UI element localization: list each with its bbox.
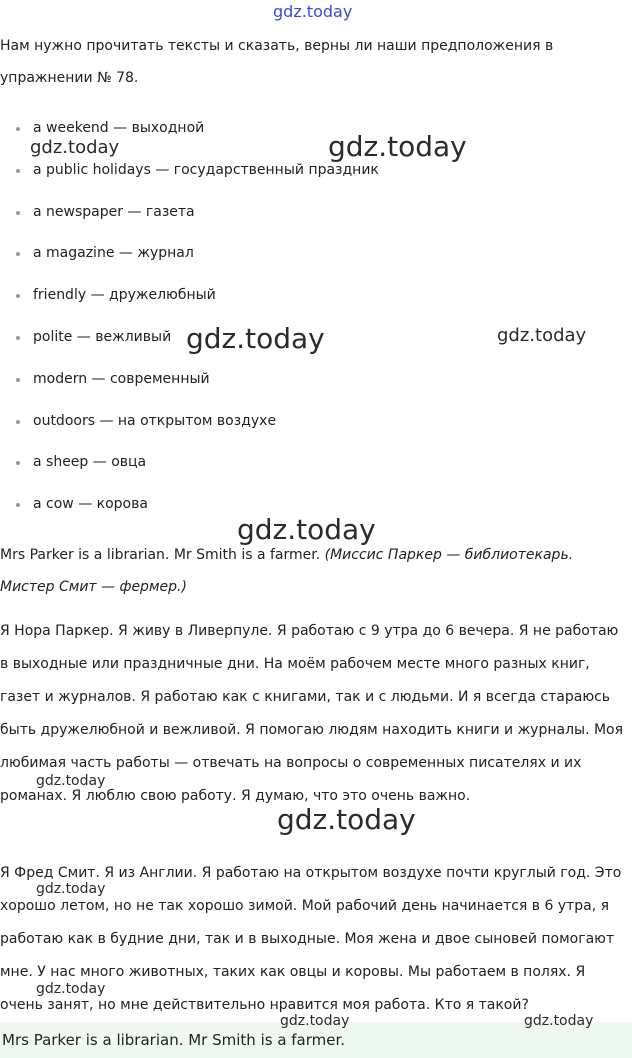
watermark: gdz.today [36, 773, 106, 789]
list-item: modern — современный [14, 363, 614, 405]
watermark: gdz.today [30, 137, 120, 158]
english-sentence: Mrs Parker is a librarian. Mr Smith is a farmer. [0, 547, 321, 563]
watermark-top: gdz.today [273, 2, 353, 21]
vocabulary-list [0, 112, 614, 530]
watermark: gdz.today [280, 1013, 350, 1029]
english-paragraph [0, 539, 625, 603]
translation-italic: (Миссис Паркер — библиотекарь. Мистер Смит — фермер.) [0, 547, 574, 595]
list-item: a sheep — овца [14, 446, 614, 488]
list-item: a newspaper — газета [14, 196, 614, 238]
smith-paragraph: Я Фред Смит. Я из Англии. Я работаю на открытом воздухе почти круглый год. Это хорошо летом, но не так хорошо зимой. Мой рабочий день начинается в 6 утра, я работаю как в будние дни, так и в выходные. Моя жена и двое сыновей помогают мне. У нас много животных, таких как овцы и коровы. Мы работаем в полях. Я очень занят, но мне действительно нравится моя работа. Кто я такой? [0, 865, 622, 1013]
parker-paragraph: Я Нора Паркер. Я живу в Ливерпуле. Я работаю с 9 утра до 6 вечера. Я не работаю в выходные или праздничные дни. На моём рабочем месте много разных книг, газет и журналов. Я работаю как с книгами, так и с людьми. И я всегда стараюсь быть дружелюбной и вежливой. Я помогаю людям находить книги и журналы. Моя любимая часть работы — отвечать на вопросы о современных писателях и их романах. Я люблю свою работу. Я думаю, что это очень важно. [0, 623, 624, 804]
watermark: gdz.today [328, 130, 467, 163]
list-item: friendly — дружелюбный [14, 279, 614, 321]
list-item: a magazine — журнал [14, 237, 614, 279]
watermark: gdz.today [497, 325, 587, 346]
list-item: a public holidays — государственный праздник [14, 154, 614, 196]
list-item: polite — вежливый [14, 321, 614, 363]
list-item: outdoors — на открытом воздухе [14, 405, 614, 447]
watermark: gdz.today [36, 881, 106, 897]
answer-text: Mrs Parker is a librarian. Mr Smith is a farmer. [2, 1031, 346, 1049]
list-item: a cow — корова [14, 488, 614, 530]
watermark: gdz.today [277, 803, 416, 836]
watermark: gdz.today [186, 322, 325, 355]
watermark: gdz.today [524, 1013, 594, 1029]
watermark: gdz.today [237, 513, 376, 546]
intro-text: Нам нужно прочитать тексты и сказать, верны ли наши предположения в упражнении № 78. [0, 38, 554, 86]
watermark: gdz.today [36, 981, 106, 997]
list-item: a weekend — выходной [14, 112, 614, 154]
